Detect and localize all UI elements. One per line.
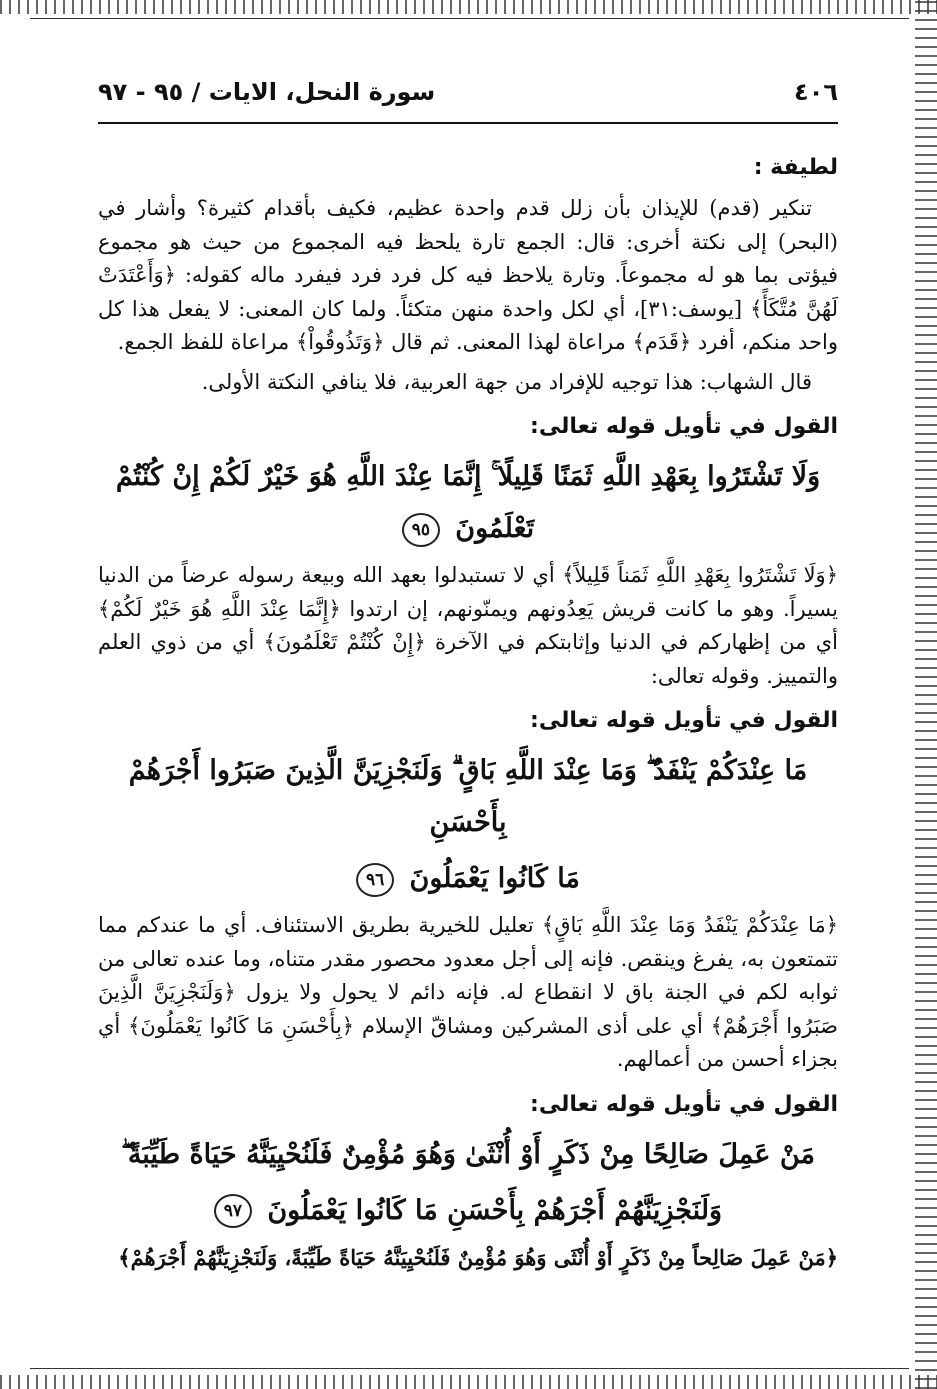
verse-number-96: ٩٦ [356, 863, 394, 897]
page-content [98, 140, 838, 1274]
page [98, 70, 838, 1360]
border-rule-top [30, 18, 909, 19]
page-number: ٤٠٦ [794, 78, 838, 106]
verse-97-line-2-text: وَلَنَجْزِيَنَّهُمْ أَجْرَهُمْ بِأَحْسَنِ مَا كَانُوا يَعْمَلُونَ [267, 1194, 723, 1226]
latifa-quote: قال الشهاب: هذا توجيه للإفراد من جهة العربية، فلا ينافي النكتة الأولى. [201, 369, 812, 394]
ornamental-border-top [0, 0, 937, 14]
verse-95 [98, 451, 838, 555]
latifa-paragraph: تنكير (قدم) للإيذان بأن زلل قدم واحدة عظيم، فكيف بأقدام كثيرة؟ وأشار في (البحر) إلى نكتة أخرى: قال: الجمع تارة يلحظ فيه المجموع من حيث هو مجموع فيؤتى بما هو له مجموعاً. وتارة يلاحظ فيه كل فرد فرد فيفرد ماله كقوله: ﴿وَأَعْتَدَتْ لَهُنَّ مُتَّكَأً﴾ [يوسف:٣١]، أي لكل واحدة منهن متكئاً. ولما كان المعنى: لا يفعل هذا كل واحد منكم، أفرد ﴿قَدَم﴾ مراعاة لهذا المعنى. ثم قال ﴿وَتَذُوقُواْ﴾ مراعاة للفظ الجمع. [98, 196, 838, 354]
section-96-heading: القول في تأويل قوله تعالى: [530, 708, 838, 733]
latifa-title: لطيفة : [753, 155, 838, 180]
page-header [98, 70, 838, 124]
verse-97-line-1: مَنْ عَمِلَ صَالِحًا مِنْ ذَكَرٍ أَوْ أُنْثَىٰ وَهُوَ مُؤْمِنٌ فَلَنُحْيِيَنَّهُ حَيَاةً طَيِّبَةً ۖ [121, 1138, 815, 1170]
section-96-commentary: ﴿مَا عِنْدَكُمْ يَنْفَدُ وَمَا عِنْدَ اللَّهِ بَاقٍ﴾ تعليل للخيرية بطريق الاستئناف. أي ما عندكم مما تتمتعون به، يفرغ وينقص. فإنه إلى أجل معدود محصور مقدر متناه، وما عنده تعالى من ثوابه لكم في الجنة باق لا انقطاع له. فإنه دائم لا يحول ولا يزول ﴿وَلَنَجْزِيَنَّ الَّذِينَ صَبَرُوا أَجْرَهُمْ﴾ أي على أذى المشركين ومشاقّ الإسلام ﴿بِأَحْسَنِ مَا كَانُوا يَعْمَلُونَ﴾ أي بجزاء أحسن من أعمالهم. [98, 913, 838, 1071]
section-95-commentary: ﴿وَلَا تَشْتَرُوا بِعَهْدِ اللَّهِ ثَمَناً قَلِيلاً﴾ أي لا تستبدلوا بعهد الله وبيعة رسوله عرضاً من الدنيا يسيراً. وهو ما كانت قريش يَعِدُونهم ويمنّونهم، إن ارتدوا ﴿إِنَّمَا عِنْدَ اللَّهِ هُوَ خَيْرٌ لَكُمْ﴾ أي من إظهاركم في الدنيا وإثابتكم في الآخرة ﴿إِنْ كُنْتُمْ تَعْلَمُونَ﴾ أي من ذوي العلم والتمييز. وقوله تعالى: [98, 563, 838, 688]
verse-95-text: وَلَا تَشْتَرُوا بِعَهْدِ اللَّهِ ثَمَنًا قَلِيلًا ۚ إِنَّمَا عِنْدَ اللَّهِ هُوَ خَيْرٌ لَكُمْ إِنْ كُنْتُمْ تَعْلَمُونَ [115, 461, 821, 544]
section-97-heading: القول في تأويل قوله تعالى: [530, 1091, 838, 1117]
section-97-commentary: ﴿مَنْ عَمِلَ صَالِحاً مِنْ ذَكَرٍ أَوْ أُنْثَى وَهُوَ مُؤْمِنٌ فَلَنُحْيِيَنَّهُ حَيَاةً طَيِّبَةً، وَلَنَجْزِيَنَّهُمْ أَجْرَهُمْ﴾ [118, 1244, 838, 1270]
ornamental-border-bottom [0, 1375, 937, 1389]
verse-number-95: ٩٥ [402, 513, 440, 547]
verse-96-line-2-text: مَا كَانُوا يَعْمَلُونَ [409, 863, 580, 894]
verse-96-line-2 [98, 853, 838, 905]
verse-96-line-1: مَا عِنْدَكُمْ يَنْفَدُ ۖ وَمَا عِنْدَ اللَّهِ بَاقٍ ۗ وَلَنَجْزِيَنَّ الَّذِينَ صَبَرُوا أَجْرَهُمْ بِأَحْسَنِ [128, 755, 808, 838]
section-95-heading: القول في تأويل قوله تعالى: [530, 414, 838, 439]
verse-number-97: ٩٧ [214, 1194, 252, 1228]
border-rule-bottom [30, 1368, 909, 1369]
verse-97-line-2 [98, 1185, 838, 1237]
running-title: سورة النحل، الايات / ٩٥ - ٩٧ [98, 78, 436, 106]
ornamental-border-right [915, 0, 937, 1389]
